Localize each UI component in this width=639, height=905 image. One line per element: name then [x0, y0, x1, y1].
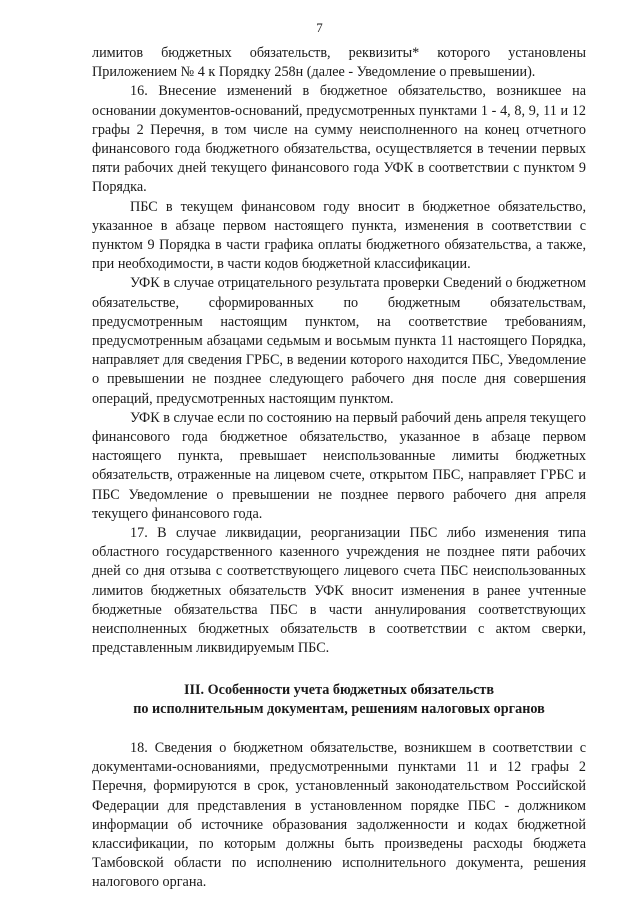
paragraph-continuation: лимитов бюджетных обязательств, реквизиты* которого установлены Приложением № 4 к Порядку 258н (далее - Уведомление о превышении). [92, 45, 586, 81]
page-number: 7 [316, 20, 323, 35]
paragraph-17: 17. В случае ликвидации, реорганизации ПБС либо изменения типа областного государственного казенного учреждения не позднее пяти рабочих дней со дня отзыва с соответствующего лицевого счета ПБС неиспользованных лимитов бюджетных обязательств УФК вносит изменения в ранее учтенные бюджетные обязательства ПБС в части аннулирования соответствующих неисполненных бюджетных обязательств в соответствии с актом сверки, представленным ликвидируемым ПБС. [92, 525, 586, 657]
paragraph-16: 16. Внесение изменений в бюджетное обязательство, возникшее на основании документов-оснований, предусмотренных пунктами 1 - 4, 8, 9, 11 и 12 графы 2 Перечня, в том числе на сумму неисполненного на конец отчетного финансового года бюджетного обязательства, осуществляется в течении первых пяти рабочих дней текущего финансового года УФК в соответствии с пунктом 9 Порядка. [92, 83, 586, 196]
section-heading [92, 681, 586, 719]
paragraph-ufk-april: УФК в случае если по состоянию на первый рабочий день апреля текущего финансового года бюджетное обязательство, указанное в абзаце первом настоящего пункта, превышает неиспользованные лимиты бюджетных обязательств, отраженные на лицевом счете, открытом ПБС, направляет ГРБС и ПБС Уведомление о превышении не позднее первого рабочего дня апреля текущего финансового года. [92, 409, 586, 522]
paragraph-pbs-changes: ПБС в текущем финансовом году вносит в бюджетное обязательство, указанное в абзаце первом настоящего пункта, изменения в соответствии с пунктом 9 Порядка в части графика оплаты бюджетного обязательства, а также, при необходимости, в части кодов бюджетной классификации. [92, 198, 586, 273]
section-heading-line-1: III. Особенности учета бюджетных обязательств [183, 681, 495, 698]
paragraph-ufk-negative-check: УФК в случае отрицательного результата проверки Сведений о бюджетном обязательстве, сформированных по бюджетным обязательствам, предусмотренным настоящим пунктом, на соответствие требованиям, предусмотренным абзацами седьмым и восьмым пункта 11 настоящего Порядка, направляет для сведения ГРБС, в ведении которого находится ПБС, Уведомление о превышении не позднее следующего рабочего дня после дня совершения операций, предусмотренных настоящим пунктом. [92, 275, 586, 407]
paragraph-18: 18. Сведения о бюджетном обязательстве, возникшем в соответствии с документами-основаниями, предусмотренными пунктами 11 и 12 графы 2 Перечня, формируются в срок, установленный законодательством Российской Федерации для представления в установленном порядке ПБС - должником информации об источнике образования задолженности и кодах бюджетной классификации, по которым должны быть произведены расходы бюджета Тамбовской области по исполнению исполнительного документа, решения налогового органа. [92, 739, 586, 891]
document-body [92, 44, 586, 893]
section-heading-line-2: по исполнительным документам, решениям налоговых органов [133, 700, 545, 717]
